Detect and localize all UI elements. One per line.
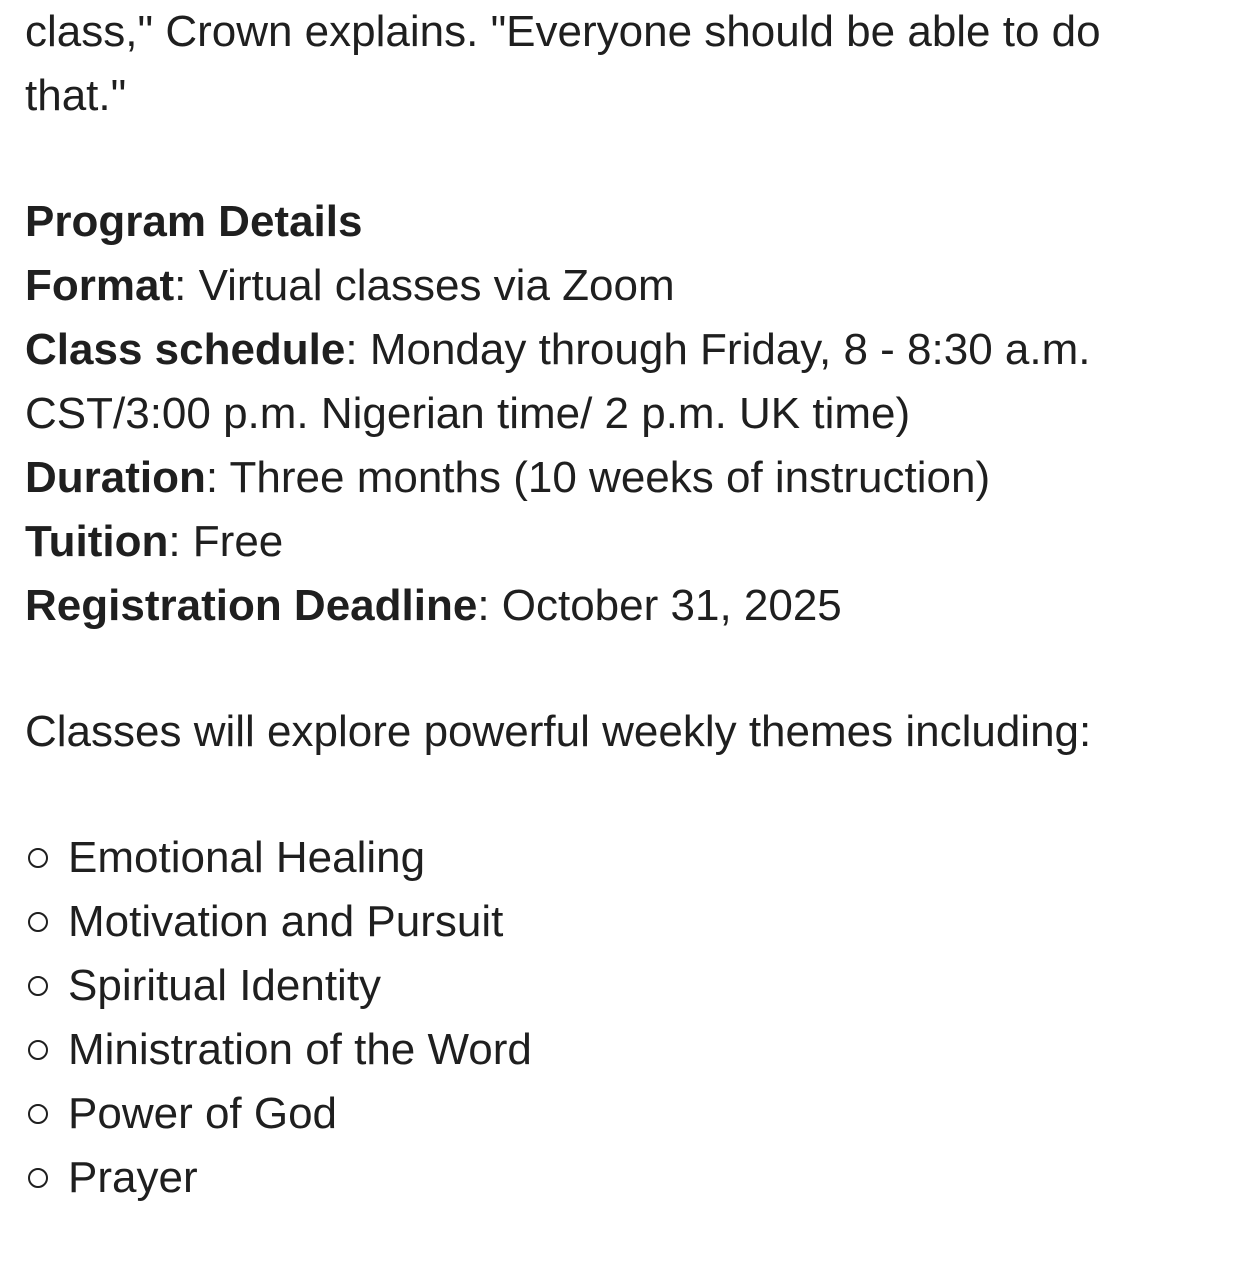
detail-label: Duration — [25, 453, 206, 502]
detail-label: Registration Deadline — [25, 581, 478, 630]
list-item — [25, 826, 1240, 890]
circle-bullet-icon — [28, 848, 48, 868]
theme-label: Ministration of the Word — [68, 1025, 532, 1074]
detail-value: : October 31, 2025 — [477, 581, 842, 630]
detail-class-schedule — [25, 318, 1240, 382]
list-item — [25, 1082, 1240, 1146]
detail-format — [25, 254, 1240, 318]
theme-label: Prayer — [68, 1153, 198, 1202]
detail-registration-deadline — [25, 574, 1240, 638]
detail-value: : Virtual classes via Zoom — [174, 261, 675, 310]
detail-value: CST/3:00 p.m. Nigerian time/ 2 p.m. UK time) — [25, 389, 911, 438]
detail-value: : Three months (10 weeks of instruction) — [205, 453, 991, 502]
circle-bullet-icon — [28, 1104, 48, 1124]
detail-class-schedule-continued — [25, 382, 1240, 446]
detail-duration — [25, 446, 1240, 510]
article-body — [25, 0, 1240, 1210]
list-item — [25, 954, 1240, 1018]
circle-bullet-icon — [28, 912, 48, 932]
spacer — [25, 764, 1240, 826]
circle-bullet-icon — [28, 976, 48, 996]
detail-value: : Monday through Friday, 8 - 8:30 a.m. — [345, 325, 1091, 374]
theme-label: Spiritual Identity — [68, 961, 382, 1010]
spacer — [25, 638, 1240, 700]
spacer — [25, 128, 1240, 190]
list-item — [25, 1018, 1240, 1082]
intro-paragraph-line-2: that." — [25, 71, 127, 120]
detail-label: Class schedule — [25, 325, 346, 374]
intro-paragraph-line-1: class," Crown explains. "Everyone should be able to do — [25, 7, 1101, 56]
circle-bullet-icon — [28, 1040, 48, 1060]
detail-label: Tuition — [25, 517, 169, 566]
theme-label: Motivation and Pursuit — [68, 897, 504, 946]
themes-intro: Classes will explore powerful weekly themes including: — [25, 707, 1092, 756]
circle-bullet-icon — [28, 1168, 48, 1188]
detail-tuition — [25, 510, 1240, 574]
detail-label: Format — [25, 261, 175, 310]
program-details-heading: Program Details — [25, 197, 363, 246]
themes-list — [25, 826, 1240, 1210]
list-item — [25, 890, 1240, 954]
list-item — [25, 1146, 1240, 1210]
theme-label: Emotional Healing — [68, 833, 426, 882]
theme-label: Power of God — [68, 1089, 338, 1138]
detail-value: : Free — [168, 517, 284, 566]
